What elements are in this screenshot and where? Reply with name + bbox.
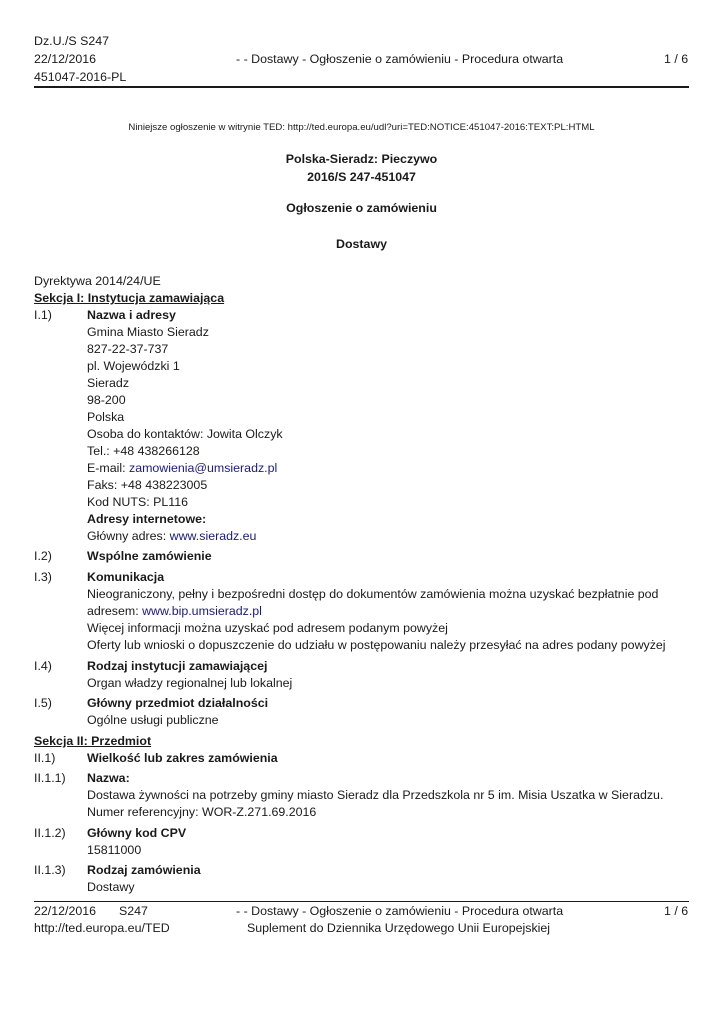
- i4-number: I.4): [34, 659, 52, 673]
- i4-value: Organ władzy regionalnej lub lokalnej: [87, 676, 293, 690]
- ii1-title: Wielkość lub zakres zamówienia: [87, 751, 278, 765]
- i1-title: Nazwa i adresy: [87, 308, 176, 322]
- i3-line2-label: adresem:: [87, 604, 143, 618]
- i1-nuts: Kod NUTS: PL116: [87, 495, 189, 509]
- footer-rule: [34, 901, 689, 902]
- i1-number: I.1): [34, 308, 52, 322]
- header-date: 22/12/2016: [34, 52, 97, 66]
- footer-series: S247: [119, 904, 148, 918]
- ii13-title: Rodzaj zamówienia: [87, 863, 201, 877]
- i1-internet-heading: Adresy internetowe:: [87, 512, 207, 526]
- i1-main-address-label: Główny adres:: [87, 529, 170, 543]
- ii11-line1: Dostawa żywności na potrzeby gminy miasto Sieradz dla Przedszkola nr 5 im. Misia Uszatka w Sieradzu.: [87, 788, 664, 802]
- i2-number: I.2): [34, 549, 52, 563]
- i3-title: Komunikacja: [87, 570, 165, 584]
- header-rule: [34, 86, 689, 88]
- i3-line1: Nieograniczony, pełny i bezpośredni dostęp do dokumentów zamówienia można uzyskać bezpłatnie pod: [87, 587, 659, 601]
- i1-street: pl. Wojewódzki 1: [87, 359, 180, 373]
- section-1-heading: Sekcja I: Instytucja zamawiająca: [34, 291, 225, 305]
- ii11-number: II.1.1): [34, 771, 66, 785]
- i1-contact: Osoba do kontaktów: Jowita Olczyk: [87, 427, 283, 441]
- footer-url[interactable]: http://ted.europa.eu/TED: [34, 921, 170, 935]
- footer-date: 22/12/2016: [34, 904, 97, 918]
- ii11-line2: Numer referencyjny: WOR-Z.271.69.2016: [87, 805, 317, 819]
- i3-line2-row: [87, 604, 262, 618]
- i1-city: Sieradz: [87, 376, 130, 390]
- i3-line3: Więcej informacji można uzyskać pod adresem podanym powyżej: [87, 621, 448, 635]
- i1-fax: Faks: +48 438223005: [87, 478, 208, 492]
- directive: Dyrektywa 2014/24/UE: [34, 274, 161, 288]
- i1-id: 827-22-37-737: [87, 342, 169, 356]
- notice-title: Polska-Sieradz: Pieczywo: [285, 152, 438, 166]
- i3-bip-link[interactable]: www.bip.umsieradz.pl: [142, 604, 262, 618]
- notice-type: Ogłoszenie o zamówieniu: [286, 201, 437, 215]
- i4-title: Rodzaj instytucji zamawiającej: [87, 659, 268, 673]
- footer-supplement: Suplement do Dziennika Urzędowego Unii Europejskiej: [247, 921, 551, 935]
- i1-email-label: E-mail:: [87, 461, 129, 475]
- i1-main-address-link[interactable]: www.sieradz.eu: [169, 529, 257, 543]
- header-page-number: 1 / 6: [664, 52, 689, 66]
- ii12-number: II.1.2): [34, 826, 66, 840]
- i1-main-address-row: [87, 529, 256, 543]
- i1-tel: Tel.: +48 438266128: [87, 444, 200, 458]
- ted-notice-link[interactable]: Niniejsze ogłoszenie w witrynie TED: http://ted.europa.eu/udl?uri=TED:NOTICE:451047-2016:TEXT:PL:HTML: [128, 122, 595, 133]
- ii13-number: II.1.3): [34, 863, 66, 877]
- i5-title: Główny przedmiot działalności: [87, 696, 269, 710]
- ii12-title: Główny kod CPV: [87, 826, 187, 840]
- footer-page-number: 1 / 6: [664, 904, 689, 918]
- i1-email-link[interactable]: zamowienia@umsieradz.pl: [129, 461, 278, 475]
- section-2-heading: Sekcja II: Przedmiot: [34, 734, 152, 748]
- i5-value: Ogólne usługi publiczne: [87, 713, 219, 727]
- i3-number: I.3): [34, 570, 52, 584]
- ii11-title: Nazwa:: [87, 771, 130, 785]
- i1-postcode: 98-200: [87, 393, 126, 407]
- i5-number: I.5): [34, 696, 52, 710]
- header-title: - - Dostawy - Ogłoszenie o zamówieniu - Procedura otwarta: [236, 52, 564, 66]
- notice-reference: 2016/S 247-451047: [307, 170, 416, 184]
- header-notice-number: 451047-2016-PL: [34, 70, 127, 84]
- i1-country: Polska: [87, 410, 125, 424]
- i1-email-row: [87, 461, 277, 475]
- header-journal-ref: Dz.U./S S247: [34, 34, 110, 48]
- footer-title: - - Dostawy - Ogłoszenie o zamówieniu - Procedura otwarta: [236, 904, 564, 918]
- i1-name: Gmina Miasto Sieradz: [87, 325, 209, 339]
- ii13-value: Dostawy: [87, 880, 135, 894]
- contract-type: Dostawy: [336, 237, 387, 251]
- ii12-value: 15811000: [87, 843, 142, 857]
- i2-title: Wspólne zamówienie: [87, 549, 212, 563]
- i3-line4: Oferty lub wnioski o dopuszczenie do udziału w postępowaniu należy przesyłać na adres podany powyżej: [87, 638, 666, 652]
- ii1-number: II.1): [34, 751, 56, 765]
